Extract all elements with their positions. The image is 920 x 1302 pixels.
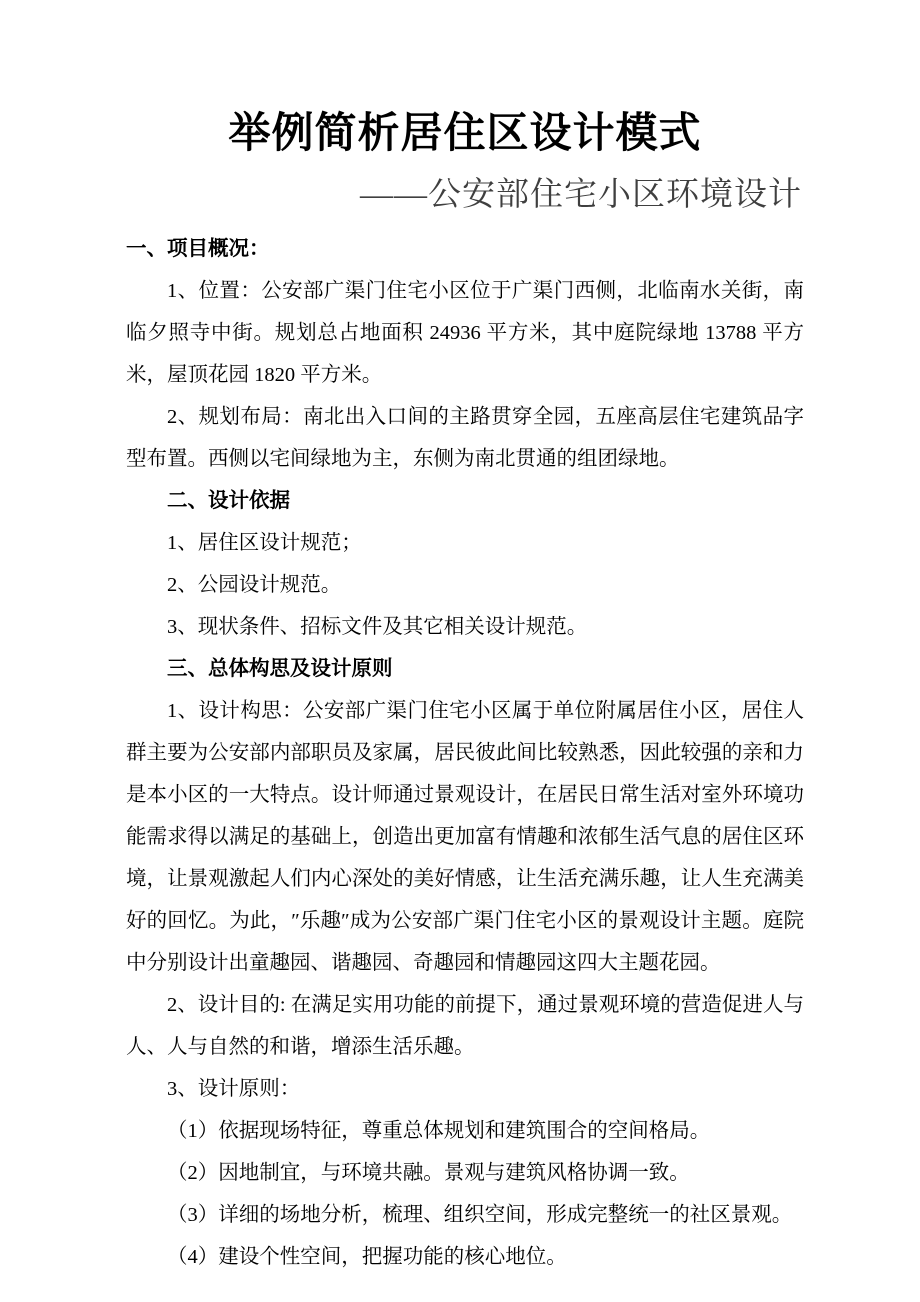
document-body	[126, 228, 804, 1278]
list-item-principle-3: （3）详细的场地分析，梳理、组织空间，形成完整统一的社区景观。	[167, 1203, 793, 1226]
section-heading-project-overview: 一、项目概况：	[126, 237, 270, 260]
document-title: 举例简析居住区设计模式	[228, 111, 702, 157]
list-item-principle-2: （2）因地制宜，与环境共融。景观与建筑风格协调一致。	[167, 1161, 690, 1184]
list-item-design-basis-1: 1、居住区设计规范；	[167, 531, 362, 554]
section-heading-design-basis: 二、设计依据	[167, 489, 290, 512]
paragraph-design-purpose: 2、设计目的: 在满足实用功能的前提下，通过景观环境的营造促进人与人、人与自然的和谐，增添生活乐趣。	[126, 993, 804, 1058]
paragraph-design-concept: 1、设计构思：公安部广渠门住宅小区属于单位附属居住小区，居住人群主要为公安部内部职员及家属，居民彼此间比较熟悉，因此较强的亲和力是本小区的一大特点。设计师通过景观设计，在居民日常生活对室外环境功能需求得以满足的基础上，创造出更加富有情趣和浓郁生活气息的居住区环境，让景观激起人们内心深处的美好情感，让生活充满乐趣，让人生充满美好的回忆。为此，″乐趣″成为公安部广渠门住宅小区的景观设计主题。庭院中分别设计出童趣园、谐趣园、奇趣园和情趣园这四大主题花园。	[126, 699, 804, 974]
list-item-principle-4: （4）建设个性空间，把握功能的核心地位。	[167, 1245, 567, 1268]
paragraph-location: 1、位置：公安部广渠门住宅小区位于广渠门西侧，北临南水关街，南临夕照寺中街。规划总占地面积 24936 平方米，其中庭院绿地 13788 平方米，屋顶花园 1820 平方米。	[126, 279, 804, 386]
paragraph-design-principles: 3、设计原则：	[167, 1077, 301, 1100]
list-item-design-basis-3: 3、现状条件、招标文件及其它相关设计规范。	[167, 615, 588, 638]
list-item-principle-1: （1）依据现场特征，尊重总体规划和建筑围合的空间格局。	[167, 1119, 711, 1142]
section-heading-overall-concept: 三、总体构思及设计原则	[167, 657, 393, 680]
document-subtitle: ——公安部住宅小区环境设计	[360, 176, 802, 213]
paragraph-planning-layout: 2、规划布局：南北出入口间的主路贯穿全园，五座高层住宅建筑品字型布置。西侧以宅间绿地为主，东侧为南北贯通的组团绿地。	[126, 405, 804, 470]
list-item-design-basis-2: 2、公园设计规范。	[167, 573, 342, 596]
